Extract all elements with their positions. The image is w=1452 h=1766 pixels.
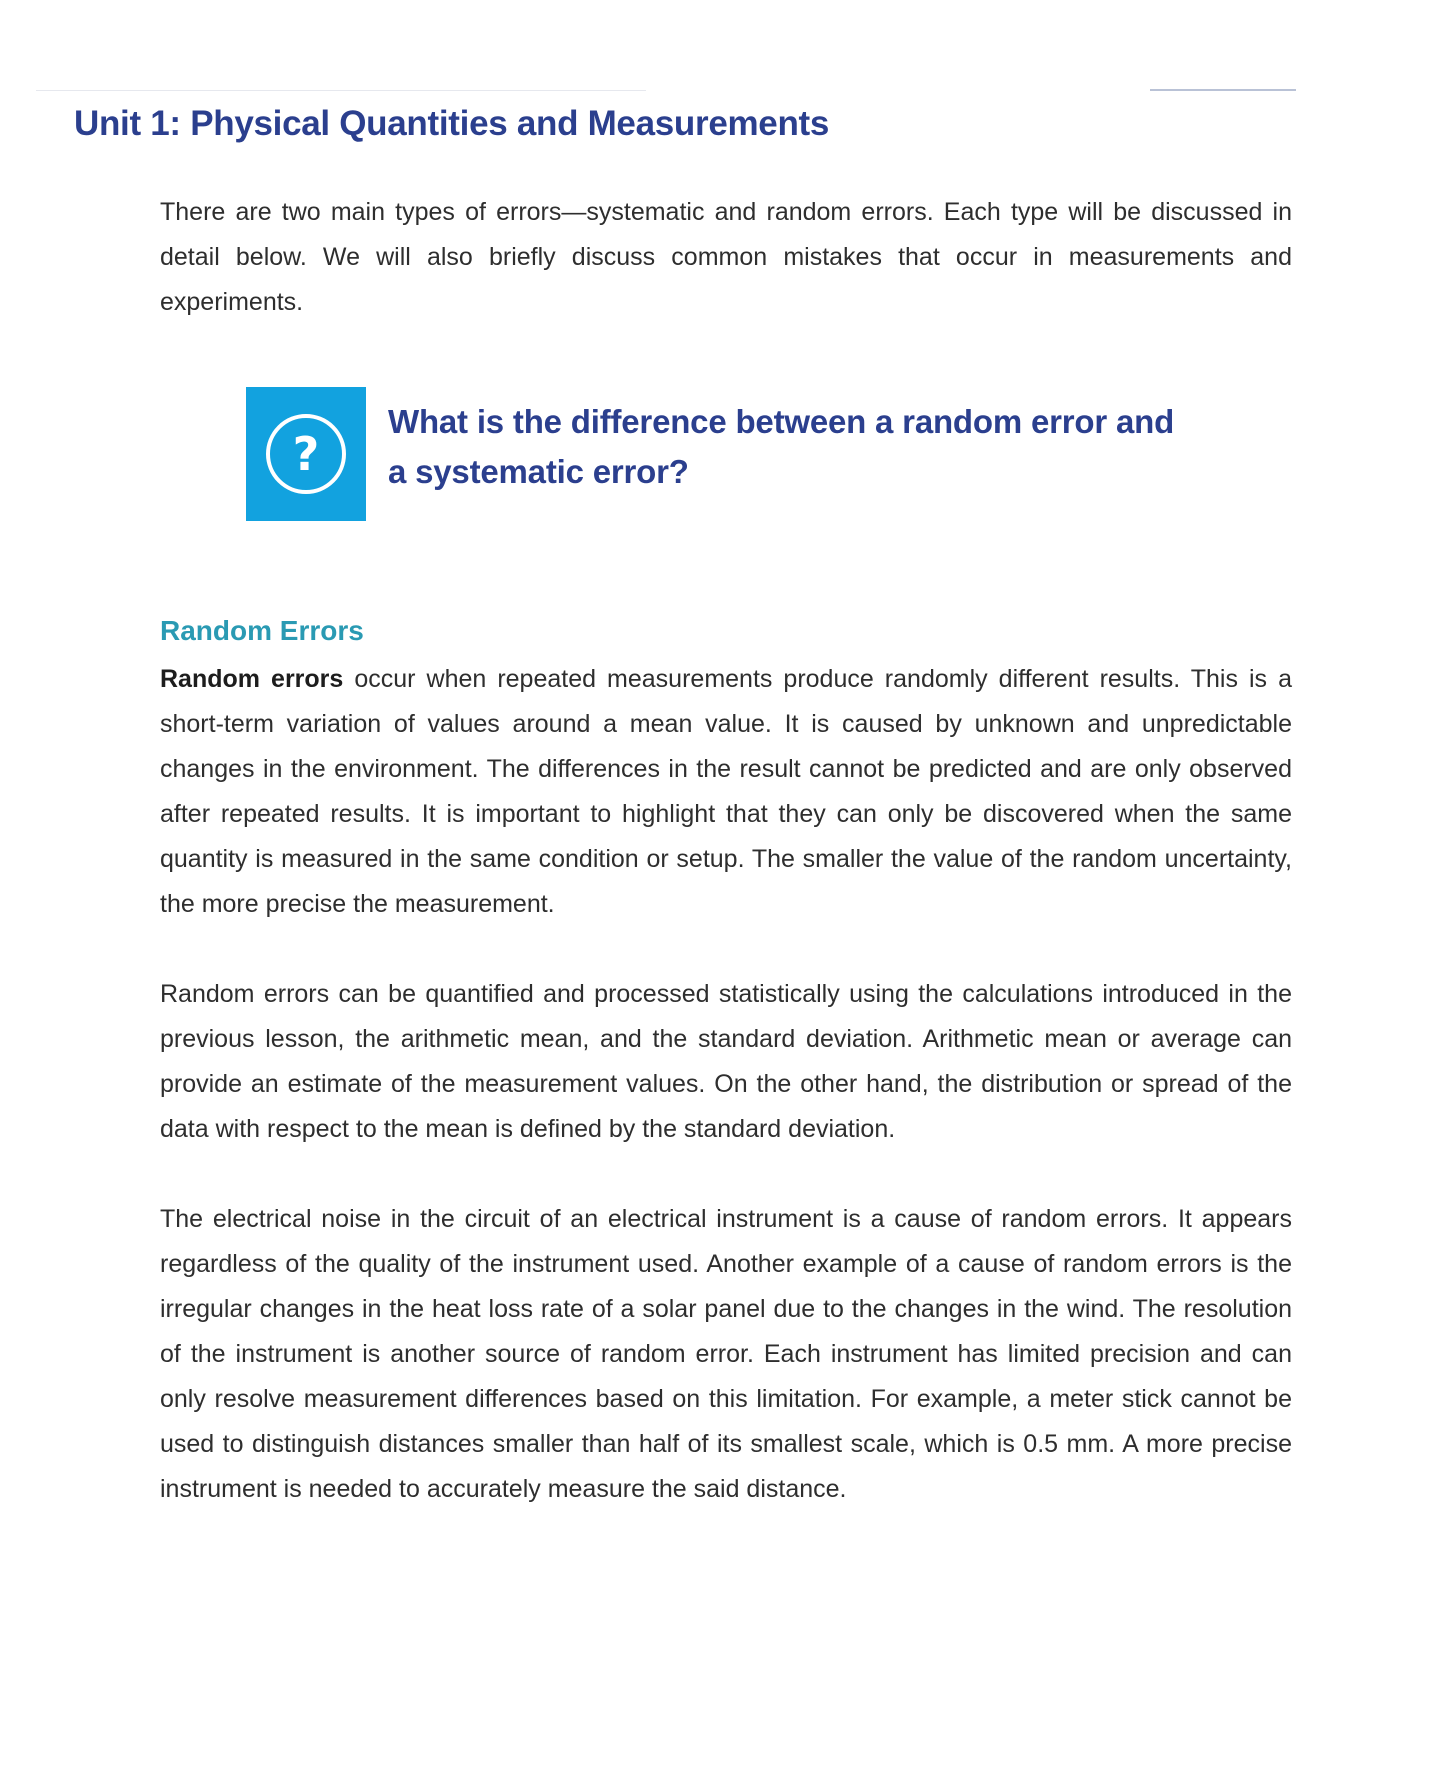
question-circle-glyph: ? [266,414,346,494]
question-text-line-1: What is the difference between a random error and [388,403,1175,440]
intro-paragraph: There are two main types of errors—systematic and random errors. Each type will be discussed in detail below. We will also briefly discuss common mistakes that occur in measurements and experiments. [160,198,1292,316]
page-content [160,190,1292,1557]
question-callout [160,387,1292,523]
random-errors-paragraph-2: Random errors can be quantified and processed statistically using the calculations introduced in the previous lesson, the arithmetic mean, and the standard deviation. Arithmetic mean or average can provide an estimate of the measurement values. On the other hand, the distribution or spread of the data with respect to the mean is defined by the standard deviation. [160,980,1292,1143]
term-random-errors: Random errors [160,665,344,693]
question-text-line-2: a systematic error? [388,453,689,490]
unit-title: Unit 1: Physical Quantities and Measurements [74,104,830,143]
random-errors-paragraph-3: The electrical noise in the circuit of an electrical instrument is a cause of random errors. It appears regardless of the quality of the instrument used. Another example of a cause of random errors is the irregular changes in the heat loss rate of a solar panel due to the changes in the wind. The resolution of the instrument is another source of random error. Each instrument has limited precision and can only resolve measurement differences based on this limitation. For example, a meter stick cannot be used to distinguish distances smaller than half of its smallest scale, which is 0.5 mm. A more precise instrument is needed to accurately measure the said distance. [160,1205,1292,1503]
random-errors-paragraph-1 [160,657,1292,927]
header-divider-left [36,90,646,91]
question-mark-icon [246,387,366,521]
paragraph-1-text: occur when repeated measurements produce randomly different results. This is a short-term variation of values around a mean value. It is caused by unknown and unpredictable changes in the environment. The differences in the result cannot be predicted and are only observed after repeated results. It is important to highlight that they can only be discovered when the same quantity is measured in the same condition or setup. The smaller the value of the random uncertainty, the more precise the measurement. [160,665,1292,918]
header-divider-right [1150,89,1296,91]
section-heading-random-errors: Random Errors [160,615,364,646]
question-text [388,397,1208,497]
